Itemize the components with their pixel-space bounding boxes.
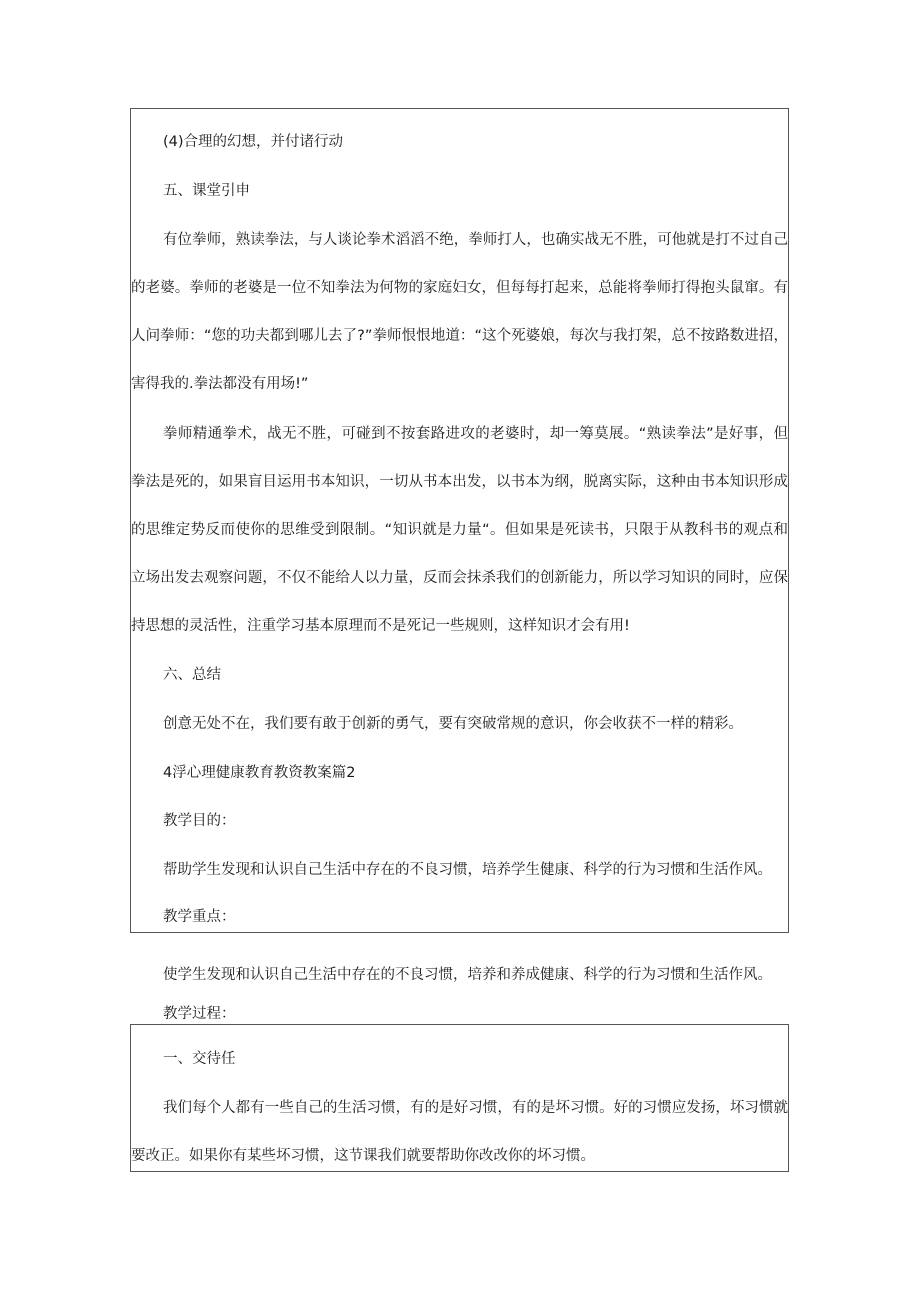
lesson-plan-title: 4浮心理健康教育教资教案篇2 [163, 765, 356, 781]
goal-text: 帮助学生发现和认识自己生活中存在的不良习惯，培养学生健康、科学的行为习惯和生活作风。 [163, 862, 772, 878]
focus-label: 教学重点： [163, 909, 236, 925]
habit-line: 要改正。如果你有某些坏习惯，这节课我们就要帮助你改改你的坏习惯。 [131, 1148, 595, 1164]
story-line: 的老婆。拳师的老婆是一位不知拳法为何物的家庭妇女，但每每打起来，总能将拳师打得抱头鼠窜。有 [131, 280, 788, 296]
lesson-line: 拳师精通拳术，战无不胜，可碰到不按套路进攻的老婆时，却一筹莫展。“熟读拳法”是好事，但 [163, 426, 788, 442]
focus-text: 使学生发现和认识自己生活中存在的不良习惯，培养和养成健康、科学的行为习惯和生活作风。 [163, 967, 772, 983]
section-heading-1: 一、交待任 [163, 1051, 236, 1067]
lesson-line: 的思维定势反而使你的思维受到限制。“知识就是力量“。但如果是死读书，只限于从教科书的观点和 [131, 522, 788, 538]
habit-paragraph [131, 1098, 788, 1166]
story-paragraph [131, 230, 788, 394]
section-heading-5: 五、课堂引申 [163, 183, 250, 199]
goal-label: 教学目的： [163, 813, 236, 829]
story-line: 有位拳师，熟读拳法，与人谈论拳术滔滔不绝，拳师打人，也确实战无不胜，可他就是打不过自己 [163, 232, 788, 248]
list-item-4: (4)合理的幻想，并付诸行动 [163, 134, 344, 150]
lesson-line: 持思想的灵活性，注重学习基本原理而不是死记一些规则，这样知识才会有用! [131, 618, 630, 634]
lesson-line: 拳法是死的，如果盲目运用书本知识，一切从书本出发，以书本为纲，脱离实际，这种由书本知识形成 [131, 474, 788, 490]
lesson-line: 立场出发去观察问题，不仅不能给人以力量，反而会抹杀我们的创新能力，所以学习知识的同时，应保 [131, 570, 788, 586]
story-line: 人问拳师：“您的功夫都到哪儿去了?”拳师恨恨地道：“这个死婆娘，每次与我打架，总不按路数进招， [131, 328, 788, 344]
habit-line: 我们每个人都有一些自己的生活习惯，有的是好习惯，有的是坏习惯。好的习惯应发扬，坏习惯就 [163, 1100, 788, 1116]
process-label: 教学过程： [163, 1006, 236, 1022]
section-heading-6: 六、总结 [163, 667, 221, 683]
story-line: 害得我的.拳法都没有用场!” [131, 376, 309, 392]
summary-text: 创意无处不在，我们要有敢于创新的勇气，要有突破常规的意识，你会收获不一样的精彩。 [163, 716, 743, 732]
lesson-paragraph [131, 424, 788, 636]
